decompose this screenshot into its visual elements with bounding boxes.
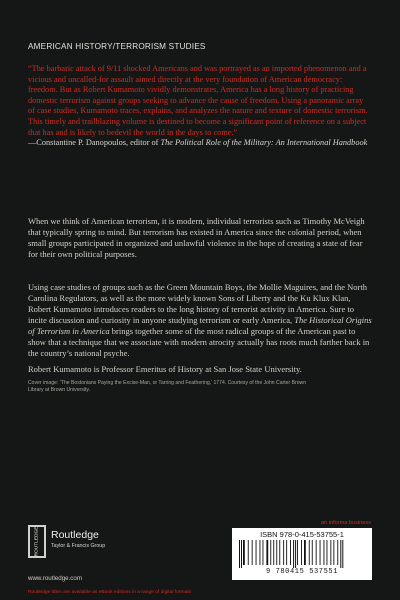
barcode-bar	[301, 540, 302, 565]
barcode-bar	[248, 540, 249, 565]
barcode-bar	[309, 540, 310, 565]
publisher-name: Routledge	[51, 529, 99, 541]
quote-attribution	[28, 138, 367, 147]
barcode-digits: 9 780415 537551	[265, 568, 338, 576]
barcode-bar	[241, 540, 242, 568]
barcode-bar	[266, 540, 268, 565]
publisher-logo	[28, 523, 178, 563]
p2-text-before: Using case studies of groups such as the Green Mountain Boys, the Mollie Maguires, and the North Carolina Regulators, as well as the more widely known Sons of Liberty and the Ku Klux Klan, Robert Kumamoto introduces readers to the long history of terrorist activity in America. Sure to incite discussion and curiosity in anyone studying terrorism or early America,	[28, 282, 367, 325]
barcode-bar	[342, 540, 343, 568]
barcode-bar	[270, 540, 271, 565]
barcode-bar	[333, 540, 334, 565]
publisher-group: Taylor & Francis Group	[51, 543, 106, 549]
barcode-bar	[297, 540, 298, 565]
barcode-bar	[279, 540, 280, 565]
barcode-bar	[320, 540, 321, 565]
barcode-bar	[276, 540, 277, 565]
publisher-website[interactable]: www.routledge.com	[28, 575, 82, 582]
barcode-bar	[295, 540, 296, 568]
cover-image-credit: Cover image: ‘The Bostonians Paying the Excise-Man, or Tarring and Feathering,’ 1774. Courtesy of the John Carter Brown Library at Brown University.	[28, 380, 307, 393]
barcode-bar	[330, 540, 331, 565]
p2-text-after: brings together some of the most radical groups of the American past to show that a technique that we associate with modern atrocity actually has roots much farther back in the country’s national psyche.	[28, 326, 370, 358]
barcode-panel	[232, 528, 372, 580]
barcode-bar	[283, 540, 284, 565]
description-paragraph-2	[28, 282, 372, 359]
logo-vertical-text: ROUTLEDGE	[34, 526, 40, 557]
barcode-bar	[263, 540, 264, 565]
barcode-bar	[256, 540, 257, 565]
subject-category: AMERICAN HISTORY/TERRORISM STUDIES	[28, 42, 206, 51]
p2-book-title: The Historical Origins of Terrorism in America	[28, 315, 372, 336]
barcode-bar	[340, 540, 341, 568]
barcode-bar	[243, 540, 245, 565]
barcode-bar	[252, 540, 253, 565]
quote-text: “The barbaric attack of 9/11 shocked Americans and was portrayed as an imported phenomenon and a vicious and uncalled-for assault aimed directly at the very foundation of American democracy: freedom. But as Robert Kumamoto vividly demonstrates, America has a long history of practicing domestic terrorism against groups seeking to advance the cause of freedom. Using a panoramic array of case studies, Kumamoto traces, explains, and analyzes the nature and texture of domestic terrorism. This timely and trailblazing volume is destined to become a significant point of reference on a subject that has and is likely to bedevil the world in the days to come.”	[28, 64, 368, 137]
barcode-bar	[239, 540, 240, 568]
barcode-bar	[316, 540, 317, 565]
barcode-bar	[327, 540, 328, 565]
barcode-bar	[337, 540, 338, 565]
barcode-bar	[324, 540, 325, 565]
barcode-bar	[293, 540, 294, 568]
barcode-bar	[312, 540, 313, 565]
barcode-bar	[273, 540, 274, 565]
barcode-bar	[304, 540, 306, 565]
attribution-book-title: The Political Role of the Military: An International Handbook	[160, 138, 368, 148]
barcode-icon	[238, 540, 366, 568]
attribution-prefix: —Constantine P. Danopoulos, editor of	[28, 138, 161, 148]
informa-tagline: an informa business	[320, 520, 371, 526]
barcode-bar	[286, 540, 287, 565]
author-bio: Robert Kumamoto is Professor Emeritus of History at San Jose State University.	[28, 364, 302, 374]
review-quote	[28, 64, 372, 149]
isbn-text: ISBN 978-0-415-53755-1	[260, 530, 344, 539]
barcode-bar	[260, 540, 261, 565]
barcode-bar	[290, 540, 291, 565]
routledge-logo-icon	[28, 525, 46, 558]
ebook-note: Routledge titles are available as eBook editions in a range of digital formats	[28, 590, 192, 595]
description-paragraph-1: When we think of American terrorism, it is modern, individual terrorists such as Timothy McVeigh that typically spring to mind. But terrorism has existed in America since the colonial period, when small groups participated in organized and unlawful violence in the hope of creating a state of fear for their own political purposes.	[28, 216, 365, 259]
